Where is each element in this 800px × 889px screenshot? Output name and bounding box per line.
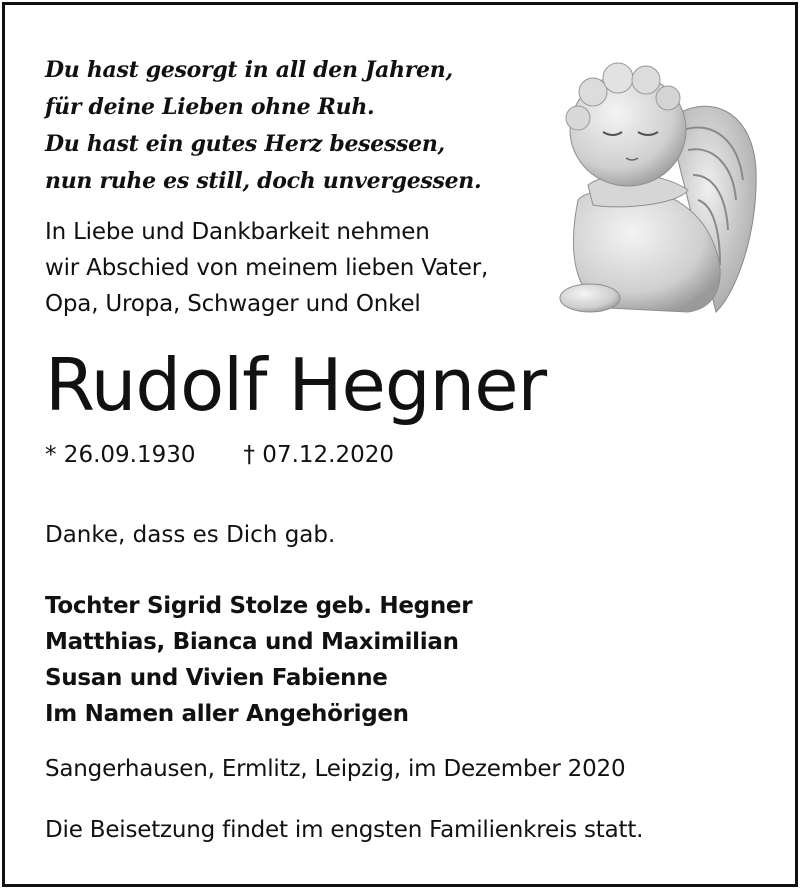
family-line: Matthias, Bianca und Maximilian (45, 629, 459, 655)
poem-line: nun ruhe es still, doch unvergessen. (45, 168, 482, 194)
poem (45, 52, 481, 200)
intro-line: Opa, Uropa, Schwager und Onkel (45, 291, 421, 317)
death-date: † 07.12.2020 (243, 442, 394, 468)
intro-line: wir Abschied von meinem lieben Vater, (45, 255, 489, 281)
poem-line: Du hast ein gutes Herz besessen, (45, 131, 445, 157)
family-line: Im Namen aller Angehörigen (45, 701, 409, 727)
family-list (45, 588, 472, 732)
life-dates (45, 438, 394, 472)
deceased-name: Rudolf Hegner (45, 343, 547, 427)
family-line: Susan und Vivien Fabienne (45, 665, 388, 691)
place-date: Sangerhausen, Ermlitz, Leipzig, im Dezember 2020 (45, 756, 626, 782)
family-line: Tochter Sigrid Stolze geb. Hegner (45, 593, 473, 619)
birth-date: * 26.09.1930 (45, 442, 196, 468)
poem-line: für deine Lieben ohne Ruh. (45, 94, 375, 120)
poem-line: Du hast gesorgt in all den Jahren, (45, 57, 453, 83)
thanks-line: Danke, dass es Dich gab. (45, 522, 336, 548)
funeral-note: Die Beisetzung findet im engsten Familienkreis statt. (45, 817, 644, 843)
intro-text (45, 214, 488, 322)
intro-line: In Liebe und Dankbarkeit nehmen (45, 219, 430, 245)
angel-figurine-icon (548, 50, 760, 330)
